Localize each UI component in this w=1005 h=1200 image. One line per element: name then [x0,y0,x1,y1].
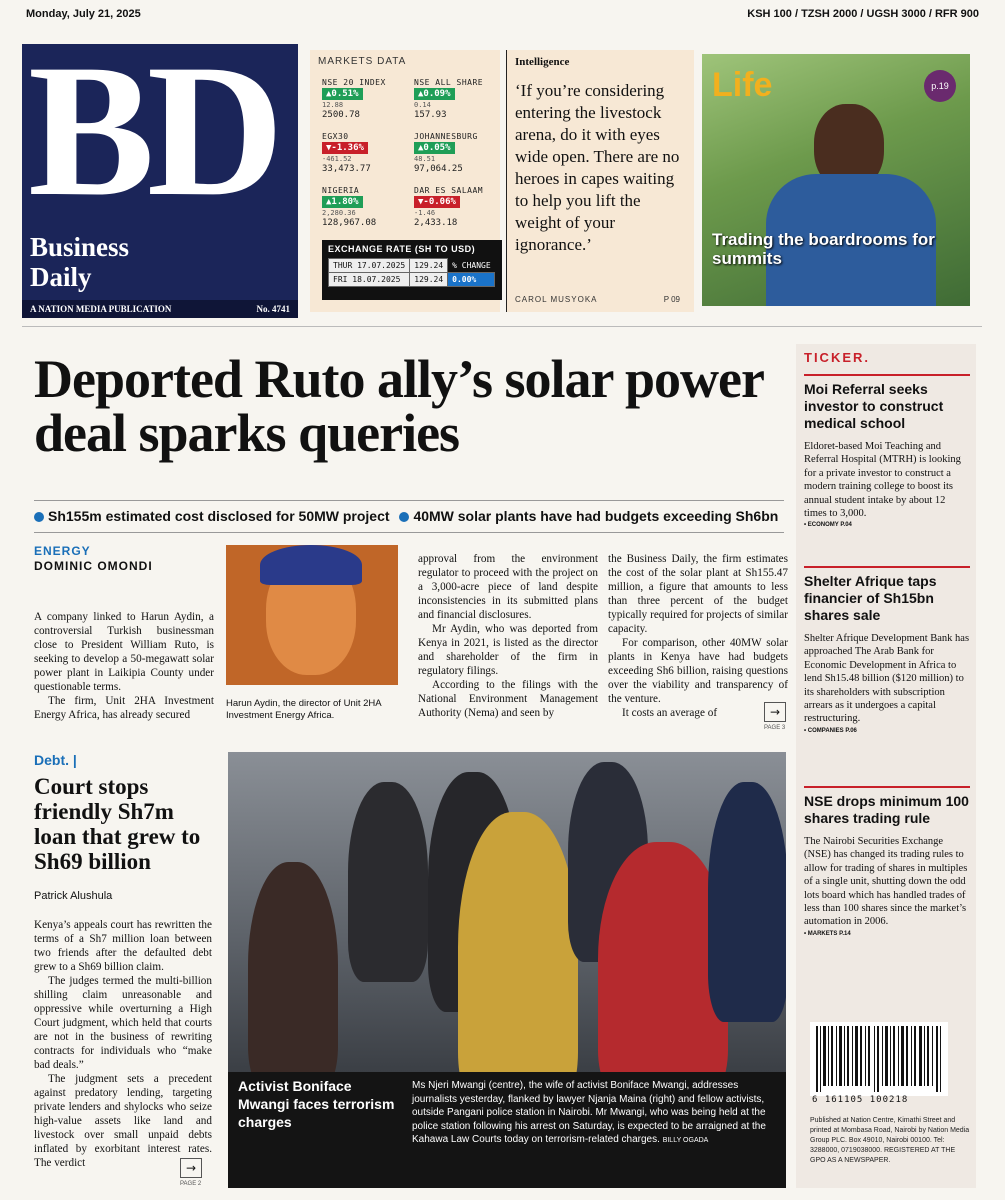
ticker-body: The Nairobi Securities Exchange (NSE) has changed its trading rules to allow for trading of shares in multiples of a single unit, shutting down the odd lots board which has handled trades of less than 100 shares since the market’s automation in 2006. [804,836,968,928]
deck-2: 40MW solar plants have had budgets exceeding Sh6bn [413,508,779,524]
photo-caption: Ms Njeri Mwangi (centre), the wife of activist Boniface Mwangi, addresses journalists yesterday, flanked by lawyer Njanja Maina (right) and fellow activists, outside Pangani police station in Nairobi. Mr Mwangi, who was being held at the police station following his arrest on Saturday, is expected to be arraigned at the Kahawa Law Courts today on terrorism-related charges. BILLY OGADA [412,1080,766,1145]
logo-letters: BD [28,26,276,236]
logo-name-line1: Business [30,232,130,262]
photo-credit: BILLY OGADA [662,1137,709,1144]
section-tag: ENERGY [34,544,91,558]
exchange-rate-table [328,258,495,287]
hair-shape [260,545,362,585]
ticker-ref: • ECONOMY P.04 [804,522,852,529]
bullet-icon [399,512,409,522]
cover-prices: KSH 100 / TZSH 2000 / UGSH 3000 / RFR 900 [747,8,979,20]
life-teaser[interactable] [702,54,970,306]
market-change: ▲0.51% [322,88,363,100]
intelligence-quote: ‘If you’re considering entering the livestock arena, do it with eyes wide open. There are no heroes in capes waiting to help you lift the weight of your ignorance.’ [515,81,680,254]
debt-byline: Patrick Alushula [34,890,113,902]
deck-1: Sh155m estimated cost disclosed for 50MW project [48,508,390,524]
news-photo [228,752,786,1072]
section-tag: Debt. | [34,752,77,768]
lead-column-2: approval from the environment regulator to proceed with the project on a 3,000-acre piece of land despite inconsistencies in its submitted plans and financial disclosures. Mr Aydin, who was deported from Kenya in 2021, is listed as the director and shareholder of the firm in regulatory filings. According to the filings with the National Environment Management Authority (Nema) and seen by [418,553,598,719]
issue-date: Monday, July 21, 2025 [26,8,141,20]
divider [804,374,970,376]
life-caption: Trading the boardrooms for summits [712,230,935,268]
intelligence-title: Intelligence [515,56,570,68]
ticker-headline: Shelter Afrique taps financier of Sh15bn shares sale [804,573,937,623]
photo-caption: Harun Aydin, the director of Unit 2HA Investment Energy Africa. [226,698,382,721]
table-row: THUR 17.07.2025 129.24 % CHANGE [329,259,495,273]
lead-headline[interactable]: Deported Ruto ally’s solar power deal sparks queries [34,349,763,463]
bullet-icon [34,512,44,522]
market-change: ▼-0.06% [414,196,460,208]
portrait-photo [226,545,398,685]
issue-number: No. 4741 [256,304,290,314]
exchange-rate-title: EXCHANGE RATE (SH TO USD) [328,244,476,254]
barcode-number: 6 161105 100218 [812,1095,909,1105]
fx-change-value: 0.00% [448,273,495,287]
logo-name-line2: Daily [30,262,92,292]
fx-change-label: % CHANGE [448,259,495,273]
ticker-item[interactable] [804,374,970,528]
divider [34,532,784,533]
markets-title: MARKETS DATA [318,56,407,67]
person-shape [248,862,338,1072]
jump-page: PAGE 2 [180,1181,202,1187]
masthead-logo [22,26,298,318]
lead-column-3: the Business Daily, the firm estimates the cost of the solar plant at Sh155.47 million, a figure that amounts to less than three percent of the budget typically required for projects of similar capacity. For comparison, other 40MW solar plants in Kenya have had budgets exceeding Sh6 billion, raising questions over the viability and transparency of the venture. It costs an average of [608,553,788,719]
quote-author: CAROL MUSYOKA [515,295,598,304]
person-shape [458,812,578,1072]
divider [22,326,982,327]
ticker-body: Shelter Afrique Development Bank has approached The Arab Bank for Economic Development in Africa to lend Sh15.48 billion ($120 million) to its shareholders with subscription arrears as it undergoes a capital restructuring. [804,633,970,725]
logo-name [30,232,129,292]
jump-page: PAGE 3 [764,725,786,731]
person-shape [708,782,786,1022]
table-row: FRI 18.07.2025 129.24 0.00% [329,273,495,287]
barcode-icon [810,1022,948,1096]
intelligence-panel [506,50,694,312]
market-change: ▼-1.36% [322,142,368,154]
life-page-badge: p.19 [924,70,956,102]
ticker-item[interactable] [804,786,970,937]
imprint: Published at Nation Centre, Kimathi Street and printed at Mombasa Road, Nairobi by Nation Media Group PLC. Box 49010, Nairobi 00100. Tel: 3288000, 0719038000. REGISTERED AT THE GPO AS A NEWSPAPER. [810,1117,970,1164]
markets-panel [310,50,500,312]
ticker-item[interactable] [804,566,970,734]
divider [34,500,784,501]
exchange-rate-box [322,240,502,300]
lead-decks [34,508,784,524]
ticker-body: Eldoret-based Moi Teaching and Referral Hospital (MTRH) is looking for a private investor to construct a modern training college to boost its annual student intake by about 12 times to 3,000. [804,441,961,520]
continue-arrow-icon[interactable]: → [180,1158,202,1178]
lead-column-1: A company linked to Harun Aydin, a controversial Turkish businessman close to President William Ruto, is seeking to develop a 50-megawatt solar power plant in Laikipia County under questionable terms. The firm, Unit 2HA Investment Energy Africa, has already secured [34,611,214,721]
divider [804,786,970,788]
market-change: ▲0.09% [414,88,455,100]
ticker-ref: • MARKETS P.14 [804,930,851,937]
divider [804,566,970,568]
market-item: NIGERIA ▲1.80% 2,280.36 128,967.08 [322,186,377,228]
market-item: DAR ES SALAAM ▼-0.06% -1.46 2,433.18 [414,186,484,228]
market-change: ▲1.80% [322,196,363,208]
market-item: EGX30 ▼-1.36% -461.52 33,473.77 [322,132,371,174]
market-item: NSE ALL SHARE ▲0.09% 0.14 157.93 [414,78,484,120]
life-label: Life [712,66,773,104]
market-change: ▲0.05% [414,142,455,154]
publisher-line: A NATION MEDIA PUBLICATION [22,300,298,318]
ticker-ref: • COMPANIES P.06 [804,727,857,734]
ticker-title: TICKER. [804,350,870,365]
ticker-headline: NSE drops minimum 100 shares trading rule [804,793,969,826]
quote-page-ref: P 09 [663,295,680,304]
market-item: JOHANNESBURG ▲0.05% 48.51 97,064.25 [414,132,478,174]
market-item: NSE 20 INDEX ▲0.51% 12.88 2500.78 [322,78,386,120]
ticker-headline: Moi Referral seeks investor to construct medical school [804,381,944,431]
debt-column: Kenya’s appeals court has rewritten the terms of a Sh7 million loan between two friends after the defaulted debt grew to a Sh69 billion claim. The judges termed the multi-billion shilling claim unreasonable and oppressive while overturning a High Court judgment, which held that courts are not in the business of rewriting contracts for individuals who “make bad deals.” The judgment sets a precedent against predatory lending, targeting private lenders and shylocks who seize high-value assets like land and livestock over small unpaid debts inflated by exorbitant interest rates. The verdict [34,919,212,1169]
person-shape [348,782,428,982]
debt-headline[interactable]: Court stops friendly Sh7m loan that grew to Sh69 billion [34,774,201,874]
continue-arrow-icon[interactable]: → [764,702,786,722]
photo-headline[interactable]: Activist Boniface Mwangi faces terrorism charges [238,1078,395,1130]
lead-byline: DOMINIC OMONDI [34,559,153,573]
